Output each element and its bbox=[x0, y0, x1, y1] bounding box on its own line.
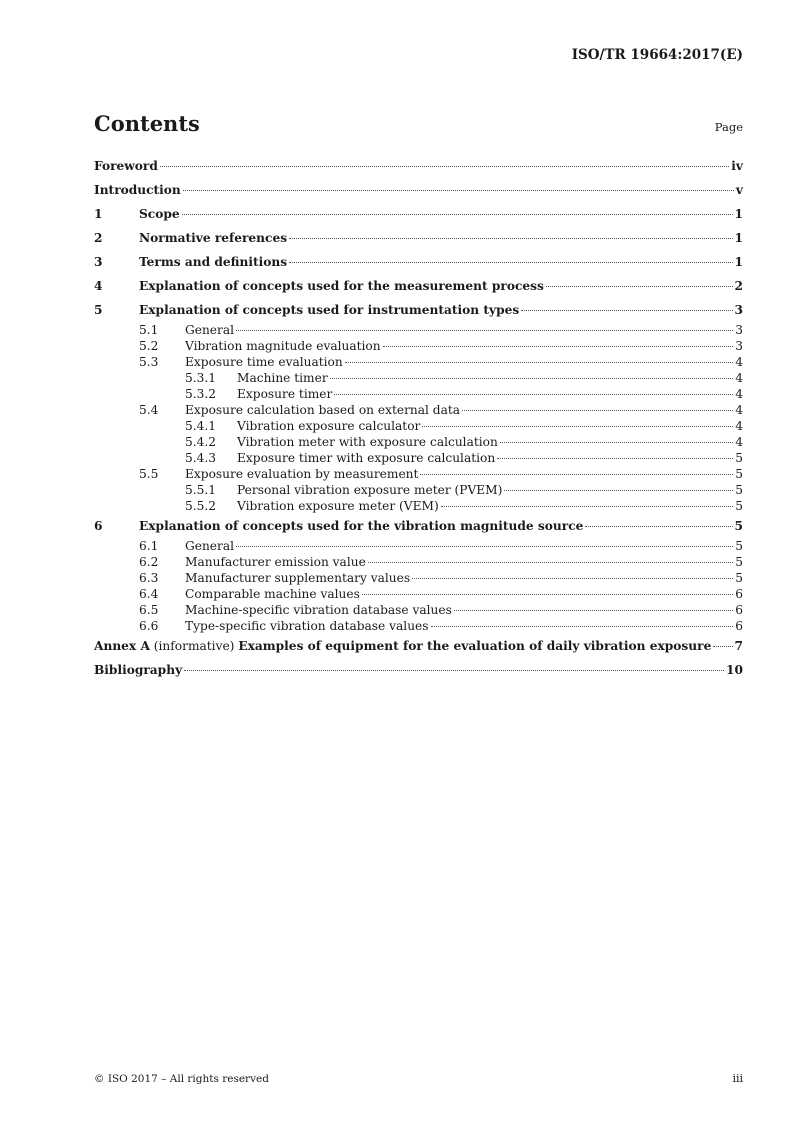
toc-dot-leader bbox=[504, 489, 733, 491]
toc-dot-leader bbox=[441, 505, 733, 507]
toc-entry[interactable] bbox=[94, 274, 743, 298]
toc-dot-leader bbox=[431, 625, 734, 627]
toc-entry-title: Exposure evaluation by measurement bbox=[185, 467, 419, 481]
toc-dot-leader bbox=[236, 545, 733, 547]
toc-entry[interactable] bbox=[94, 386, 743, 402]
toc-entry-title: Examples of equipment for the evaluation of daily vibration exposure bbox=[238, 639, 712, 653]
toc-entry-page: 6 bbox=[735, 619, 743, 633]
toc-entry-page: iv bbox=[731, 159, 743, 173]
toc-entry-number: 5.5 bbox=[139, 467, 159, 481]
toc-entry-number: 5.3.1 bbox=[185, 371, 217, 385]
toc-entry-number: 1 bbox=[94, 207, 103, 221]
toc-dot-leader bbox=[713, 645, 732, 647]
toc-entry-title: Vibration meter with exposure calculation bbox=[237, 435, 498, 449]
toc-entry-page: 2 bbox=[734, 279, 743, 293]
toc-entry[interactable] bbox=[94, 202, 743, 226]
toc-entry[interactable] bbox=[94, 370, 743, 386]
toc-entry-page: 5 bbox=[735, 451, 743, 465]
toc-entry-number: 4 bbox=[94, 279, 103, 293]
toc-entry-number: 5.5.1 bbox=[185, 483, 217, 497]
toc-entry-number: 6.3 bbox=[139, 571, 159, 585]
toc-entry[interactable] bbox=[94, 466, 743, 482]
toc-dot-leader bbox=[362, 593, 733, 595]
toc-entry-number: 5.1 bbox=[139, 323, 159, 337]
toc-dot-leader bbox=[546, 285, 733, 287]
toc-entry[interactable] bbox=[94, 418, 743, 434]
toc-entry-title: Foreword bbox=[94, 159, 158, 173]
toc-entry-number: 5.4.1 bbox=[185, 419, 217, 433]
toc-dot-leader bbox=[334, 393, 733, 395]
toc-entry-title: Bibliography bbox=[94, 663, 183, 677]
toc-entry-title: Terms and definitions bbox=[139, 255, 288, 269]
toc-entry-number: 6.2 bbox=[139, 555, 159, 569]
toc-entry-number: 6.6 bbox=[139, 619, 159, 633]
toc-dot-leader bbox=[500, 441, 733, 443]
toc-annex-label: Annex A bbox=[94, 639, 150, 653]
toc-entry[interactable] bbox=[94, 250, 743, 274]
toc-entry-page: 4 bbox=[735, 435, 743, 449]
toc-entry-title: Type-specific vibration database values bbox=[185, 619, 429, 633]
toc-dot-leader bbox=[182, 213, 733, 215]
table-of-contents bbox=[94, 154, 743, 682]
toc-entry[interactable] bbox=[94, 586, 743, 602]
toc-entry[interactable] bbox=[94, 322, 743, 338]
toc-entry-title: General bbox=[185, 323, 234, 337]
toc-annex-qualifier: (informative) bbox=[149, 639, 239, 653]
toc-entry-number: 5.4.2 bbox=[185, 435, 217, 449]
toc-entry[interactable] bbox=[94, 618, 743, 634]
copyright-footer: © ISO 2017 – All rights reserved bbox=[94, 1073, 269, 1085]
toc-entry-page: 4 bbox=[735, 371, 743, 385]
toc-entry[interactable] bbox=[94, 570, 743, 586]
toc-entry-title: General bbox=[185, 539, 234, 553]
toc-entry-number: 6.5 bbox=[139, 603, 159, 617]
toc-dot-leader bbox=[521, 309, 732, 311]
toc-entry[interactable] bbox=[94, 402, 743, 418]
toc-entry-title: Scope bbox=[139, 207, 180, 221]
toc-entry[interactable] bbox=[94, 538, 743, 554]
toc-entry-page: 5 bbox=[735, 499, 743, 513]
toc-entry-title: Machine timer bbox=[237, 371, 328, 385]
toc-entry-number: 5 bbox=[94, 303, 103, 317]
toc-entry-page: 4 bbox=[735, 387, 743, 401]
toc-dot-leader bbox=[184, 669, 724, 671]
toc-entry-title: Explanation of concepts used for instrumentation types bbox=[139, 303, 520, 317]
toc-entry-title: Vibration magnitude evaluation bbox=[185, 339, 381, 353]
toc-entry-page: 10 bbox=[726, 663, 743, 677]
toc-entry-number: 2 bbox=[94, 231, 103, 245]
toc-entry-number: 5.5.2 bbox=[185, 499, 217, 513]
contents-heading: Contents bbox=[94, 111, 200, 136]
toc-entry[interactable] bbox=[94, 354, 743, 370]
toc-entry[interactable] bbox=[94, 338, 743, 354]
toc-entry-number: 5.3 bbox=[139, 355, 159, 369]
toc-entry[interactable] bbox=[94, 602, 743, 618]
toc-dot-leader bbox=[462, 409, 733, 411]
toc-entry-title: Manufacturer emission value bbox=[185, 555, 366, 569]
toc-dot-leader bbox=[345, 361, 734, 363]
toc-entry-page: 4 bbox=[735, 403, 743, 417]
toc-entry-page: 1 bbox=[734, 207, 743, 221]
toc-dot-leader bbox=[330, 377, 734, 379]
toc-entry[interactable] bbox=[94, 178, 743, 202]
toc-entry-title: Comparable machine values bbox=[185, 587, 360, 601]
toc-entry-title: Introduction bbox=[94, 183, 181, 197]
toc-entry-number: 6.4 bbox=[139, 587, 159, 601]
toc-entry-number: 3 bbox=[94, 255, 103, 269]
toc-entry-title: Vibration exposure calculator bbox=[237, 419, 421, 433]
toc-entry-page: 5 bbox=[735, 571, 743, 585]
toc-entry-page: 5 bbox=[735, 483, 743, 497]
toc-dot-leader bbox=[420, 473, 733, 475]
toc-entry-page: 5 bbox=[735, 555, 743, 569]
toc-entry[interactable] bbox=[94, 498, 743, 514]
toc-entry[interactable] bbox=[94, 514, 743, 538]
toc-entry-page: 5 bbox=[735, 539, 743, 553]
toc-entry-number: 6.1 bbox=[139, 539, 159, 553]
toc-entry-title: Manufacturer supplementary values bbox=[185, 571, 411, 585]
toc-entry[interactable] bbox=[94, 154, 743, 178]
toc-entry-title: Normative references bbox=[139, 231, 288, 245]
toc-dot-leader bbox=[289, 237, 732, 239]
toc-entry-page: 4 bbox=[735, 419, 743, 433]
toc-entry-title: Exposure calculation based on external data bbox=[185, 403, 461, 417]
toc-entry-title: Exposure time evaluation bbox=[185, 355, 343, 369]
toc-entry-number: 6 bbox=[94, 519, 103, 533]
toc-entry-number: 5.4.3 bbox=[185, 451, 217, 465]
document-id-header: ISO/TR 19664:2017(E) bbox=[571, 47, 743, 63]
toc-entry[interactable] bbox=[94, 482, 743, 498]
toc-entry-title: Explanation of concepts used for the measurement process bbox=[139, 279, 544, 293]
toc-entry-page: 6 bbox=[735, 587, 743, 601]
toc-dot-leader bbox=[383, 345, 734, 347]
toc-entry[interactable] bbox=[94, 434, 743, 450]
toc-entry-title: Explanation of concepts used for the vibration magnitude source bbox=[139, 519, 584, 533]
toc-entry-page: 6 bbox=[735, 603, 743, 617]
toc-entry[interactable] bbox=[94, 658, 743, 682]
toc-entry-page: 1 bbox=[734, 255, 743, 269]
toc-entry-title: Machine-specific vibration database values bbox=[185, 603, 452, 617]
toc-entry-page: 3 bbox=[734, 303, 743, 317]
toc-entry-page: 5 bbox=[734, 519, 743, 533]
toc-entry-page: 7 bbox=[734, 639, 743, 653]
toc-entry[interactable] bbox=[94, 634, 743, 658]
toc-entry-page: 4 bbox=[735, 355, 743, 369]
toc-entry[interactable] bbox=[94, 450, 743, 466]
toc-dot-leader bbox=[183, 189, 734, 191]
toc-entry-number: 5.2 bbox=[139, 339, 159, 353]
toc-entry-page: 3 bbox=[735, 339, 743, 353]
toc-dot-leader bbox=[160, 165, 729, 167]
toc-entry-page: 3 bbox=[735, 323, 743, 337]
toc-entry-title: Vibration exposure meter (VEM) bbox=[237, 499, 439, 513]
toc-entry-number: 5.4 bbox=[139, 403, 159, 417]
toc-dot-leader bbox=[454, 609, 733, 611]
toc-dot-leader bbox=[236, 329, 733, 331]
toc-entry-page: 5 bbox=[735, 467, 743, 481]
toc-entry-page: v bbox=[735, 183, 743, 197]
page-column-label: Page bbox=[714, 120, 743, 134]
toc-entry-title: Personal vibration exposure meter (PVEM) bbox=[237, 483, 503, 497]
page-number-footer: iii bbox=[732, 1072, 743, 1085]
toc-dot-leader bbox=[289, 261, 732, 263]
toc-dot-leader bbox=[422, 425, 733, 427]
toc-entry-title: Exposure timer with exposure calculation bbox=[237, 451, 496, 465]
toc-entry-number: 5.3.2 bbox=[185, 387, 217, 401]
toc-dot-leader bbox=[412, 577, 733, 579]
toc-entry[interactable] bbox=[94, 226, 743, 250]
toc-dot-leader bbox=[368, 561, 733, 563]
toc-entry[interactable] bbox=[94, 554, 743, 570]
toc-entry-page: 1 bbox=[734, 231, 743, 245]
toc-entry[interactable] bbox=[94, 298, 743, 322]
toc-dot-leader bbox=[497, 457, 733, 459]
toc-dot-leader bbox=[585, 525, 732, 527]
toc-entry-title: Exposure timer bbox=[237, 387, 333, 401]
